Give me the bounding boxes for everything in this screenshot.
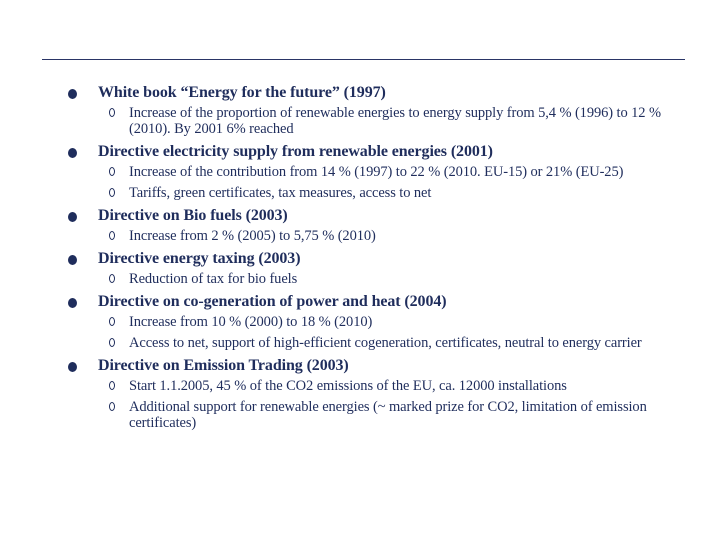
hollow-bullet-icon: [109, 231, 115, 240]
section-heading-text: Directive electricity supply from renewable energies (2001): [98, 143, 493, 160]
section-heading-text: Directive energy taxing (2003): [98, 250, 301, 267]
filled-bullet-icon: [68, 362, 77, 372]
section-heading: [68, 142, 668, 161]
list-item: [68, 105, 668, 137]
section-heading: [68, 356, 668, 375]
list-item-text: Increase from 2 % (2005) to 5,75 % (2010): [129, 228, 376, 244]
filled-bullet-icon: [68, 255, 77, 265]
list-item-text: Additional support for renewable energies (~ marked prize for CO2, limitation of emission certificates): [129, 399, 647, 431]
section-bio-fuels-directive: [68, 206, 668, 244]
section-heading-text: Directive on Bio fuels (2003): [98, 207, 288, 224]
hollow-bullet-icon: [109, 381, 115, 390]
section-items: [68, 164, 668, 201]
list-item: [68, 228, 668, 244]
section-emission-trading-directive: [68, 356, 668, 431]
list-item: [68, 314, 668, 330]
section-heading: [68, 292, 668, 311]
section-items: [68, 105, 668, 137]
hollow-bullet-icon: [109, 108, 115, 117]
filled-bullet-icon: [68, 89, 77, 99]
section-items: [68, 378, 668, 431]
section-items: [68, 228, 668, 244]
list-item: [68, 185, 668, 201]
list-item-text: Reduction of tax for bio fuels: [129, 271, 298, 287]
section-heading: [68, 249, 668, 268]
hollow-bullet-icon: [109, 274, 115, 283]
list-item-text: Increase of the proportion of renewable energies to energy supply from 5,4 % (1996) to 12 % (2010). By 2001 6% reached: [129, 105, 661, 137]
section-electricity-directive: [68, 142, 668, 201]
list-item: [68, 399, 668, 431]
slide-content: [68, 83, 668, 436]
section-white-book: [68, 83, 668, 137]
list-item: [68, 164, 668, 180]
section-heading-text: Directive on Emission Trading (2003): [98, 357, 349, 374]
section-energy-taxing-directive: [68, 249, 668, 287]
list-item-text: Increase of the contribution from 14 % (1997) to 22 % (2010. EU-15) or 21% (EU-25): [129, 164, 624, 180]
section-cogeneration-directive: [68, 292, 668, 351]
list-item: [68, 271, 668, 287]
filled-bullet-icon: [68, 148, 77, 158]
hollow-bullet-icon: [109, 167, 115, 176]
list-item-text: Start 1.1.2005, 45 % of the CO2 emissions of the EU, ca. 12000 installations: [129, 378, 567, 394]
list-item: [68, 378, 668, 394]
hollow-bullet-icon: [109, 188, 115, 197]
list-item: [68, 335, 668, 351]
hollow-bullet-icon: [109, 338, 115, 347]
hollow-bullet-icon: [109, 317, 115, 326]
section-heading: [68, 83, 668, 102]
list-item-text: Access to net, support of high-efficient cogeneration, certificates, neutral to energy carrier: [129, 335, 642, 351]
section-heading-text: White book “Energy for the future” (1997): [98, 84, 386, 101]
section-items: [68, 314, 668, 351]
filled-bullet-icon: [68, 212, 77, 222]
section-heading: [68, 206, 668, 225]
list-item-text: Increase from 10 % (2000) to 18 % (2010): [129, 314, 373, 330]
list-item-text: Tariffs, green certificates, tax measures, access to net: [129, 185, 432, 201]
filled-bullet-icon: [68, 298, 77, 308]
section-heading-text: Directive on co-generation of power and heat (2004): [98, 293, 447, 310]
section-items: [68, 271, 668, 287]
hollow-bullet-icon: [109, 402, 115, 411]
top-divider: [42, 59, 685, 60]
